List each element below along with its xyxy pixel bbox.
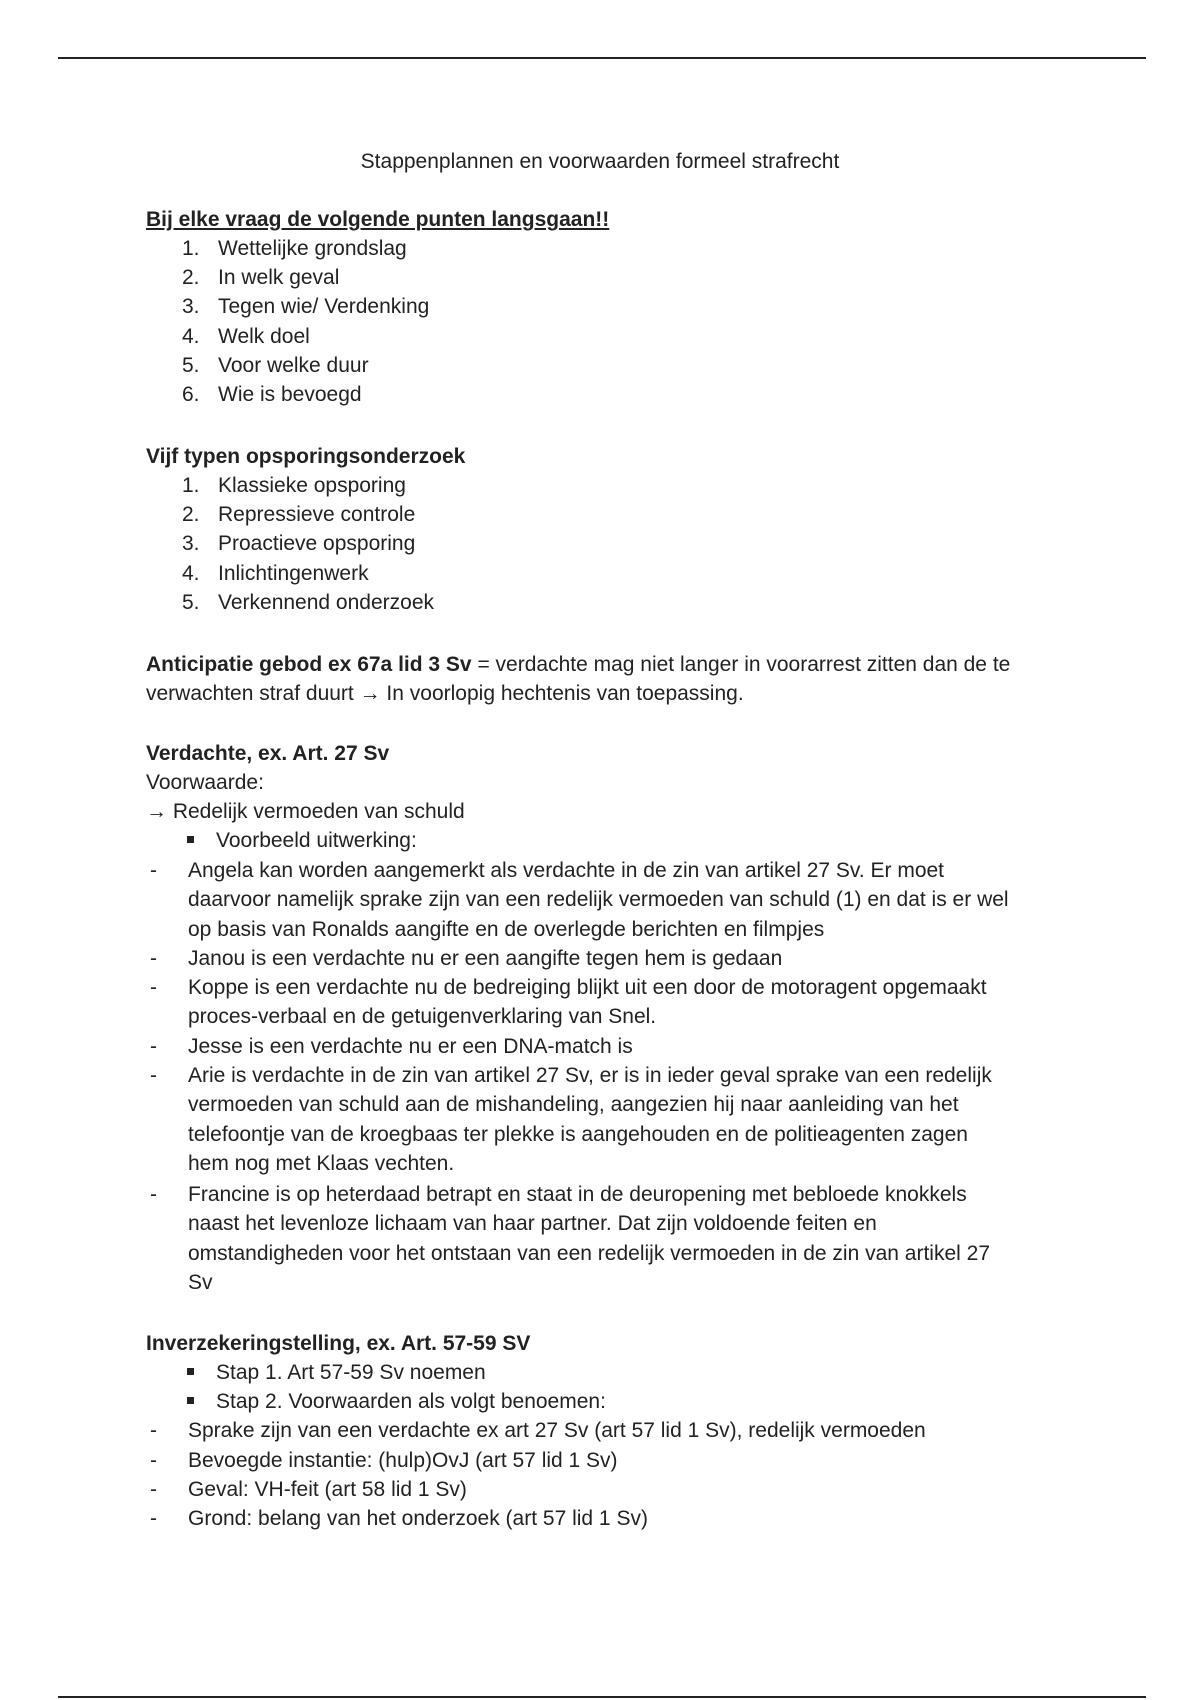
- list-item: 3. Tegen wie/ Verdenking: [182, 295, 430, 318]
- bullet-item: Stap 1. Art 57-59 Sv noemen: [182, 1358, 486, 1387]
- dash-icon: -: [150, 1064, 157, 1087]
- dash-icon: -: [150, 1419, 157, 1442]
- dash-icon: -: [150, 1183, 157, 1206]
- list-item: 5. Voor welke duur: [182, 354, 369, 377]
- dash-icon: -: [150, 1035, 157, 1058]
- section-heading-opsporing: Vijf typen opsporingsonderzoek: [146, 445, 466, 468]
- list-item: 6. Wie is bevoegd: [182, 383, 362, 406]
- section-heading-verdachte: Verdachte, ex. Art. 27 Sv: [146, 742, 390, 765]
- dash-icon: -: [150, 1507, 157, 1530]
- list-item: 2. Repressieve controle: [182, 503, 416, 526]
- section-heading-inverzekeringstelling: Inverzekeringstelling, ex. Art. 57-59 SV: [146, 1332, 531, 1355]
- dash-icon: -: [150, 1449, 157, 1472]
- dash-icon: -: [150, 859, 157, 882]
- square-bullet-icon: [187, 836, 194, 843]
- dash-icon: -: [150, 947, 157, 970]
- voorwaarde-label: Voorwaarde:: [146, 771, 264, 794]
- list-item: 5. Verkennend onderzoek: [182, 591, 434, 614]
- list-item: 3. Proactieve opsporing: [182, 532, 416, 555]
- list-item: 1. Klassieke opsporing: [182, 474, 406, 497]
- square-bullet-icon: [187, 1397, 194, 1404]
- square-bullet-icon: [187, 1368, 194, 1375]
- bullet-item: Stap 2. Voorwaarden als volgt benoemen:: [182, 1387, 606, 1416]
- list-item: 4. Inlichtingenwerk: [182, 562, 369, 585]
- list-item: 4. Welk doel: [182, 325, 310, 348]
- section-heading-punten: Bij elke vraag de volgende punten langsgaan!!: [146, 208, 610, 231]
- anticipatie-paragraph: Anticipatie gebod ex 67a lid 3 Sv = verdachte mag niet langer in voorarrest zitten dan de te: [146, 653, 1011, 676]
- list-item: 1. Wettelijke grondslag: [182, 237, 407, 260]
- dash-icon: -: [150, 1478, 157, 1501]
- dash-icon: -: [150, 976, 157, 999]
- footer-rule: [58, 1696, 1146, 1698]
- anticipatie-paragraph-line2: verwachten straf duurt → In voorlopig hechtenis van toepassing.: [146, 682, 744, 705]
- header-rule: [58, 57, 1146, 59]
- list-item: 2. In welk geval: [182, 266, 340, 289]
- voorwaarde-text: → Redelijk vermoeden van schuld: [146, 800, 465, 823]
- page-title: Stappenplannen en voorwaarden formeel strafrecht: [360, 150, 840, 173]
- bullet-item: Voorbeeld uitwerking:: [182, 826, 417, 855]
